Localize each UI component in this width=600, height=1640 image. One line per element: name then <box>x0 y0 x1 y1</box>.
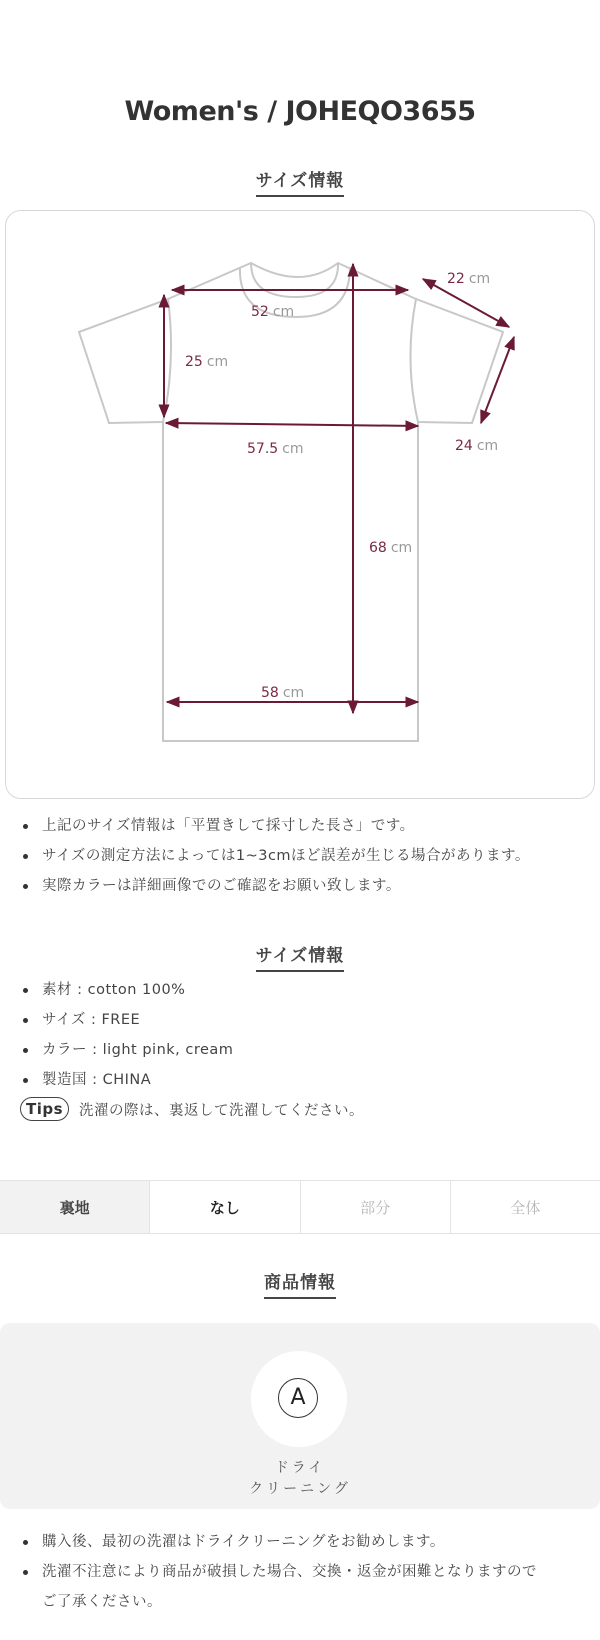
tips-text: 洗濯の際は、裏返して洗濯してください。 <box>79 1102 365 1119</box>
care-panel <box>0 1323 600 1509</box>
list-item: 洗濯不注意により商品が破損した場合、交換・返金が困難となりますので <box>20 1557 537 1587</box>
spec-heading: サイズ情報 <box>0 941 600 972</box>
shoulder-label: 52 cm <box>251 304 295 320</box>
lining-label: 裏地 <box>0 1181 150 1233</box>
dry-clean-icon: A <box>278 1378 318 1418</box>
total-length-label: 68 cm <box>369 540 413 556</box>
list-item: 上記のサイズ情報は「平置きして採寸した長さ」です。 <box>20 811 530 841</box>
tips-badge: Tips <box>20 1097 69 1121</box>
list-item: 素材 : cotton 100% <box>20 975 233 1005</box>
tshirt-diagram <box>6 211 594 798</box>
product-note-continuation: ご了承ください。 <box>42 1594 162 1610</box>
sleeve-length-label: 22 cm <box>447 271 491 287</box>
chest-line <box>166 423 418 426</box>
chest-label: 57.5 cm <box>247 441 304 457</box>
sleeve-opening-label: 24 cm <box>455 438 499 454</box>
list-item: 購入後、最初の洗濯はドライクリーニングをお勧めします。 <box>20 1527 537 1557</box>
lining-option-none: なし <box>150 1181 300 1233</box>
list-item: 実際カラーは詳細画像でのご確認をお願い致します。 <box>20 871 530 901</box>
lining-table <box>0 1180 600 1234</box>
sleeve-length-line <box>423 279 509 327</box>
care-icon-background <box>251 1351 347 1447</box>
size-info-heading: サイズ情報 <box>0 166 600 197</box>
care-label-line1: ドライ <box>274 1460 326 1476</box>
size-notes-list <box>20 811 530 901</box>
list-item: カラー : light pink, cream <box>20 1035 233 1065</box>
lining-option-partial: 部分 <box>301 1181 451 1233</box>
hem-label: 58 cm <box>261 685 305 701</box>
lining-option-full: 全体 <box>510 1198 541 1217</box>
spec-list <box>20 975 233 1095</box>
list-item: 製造国 : CHINA <box>20 1065 233 1095</box>
product-notes-list <box>20 1527 537 1587</box>
page-title: Women's / JOHEQO3655 <box>124 96 476 127</box>
list-item: サイズの測定方法によっては1~3cmほど誤差が生じる場合があります。 <box>20 841 530 871</box>
tshirt-outline <box>79 263 503 741</box>
care-label-line2: クリーニング <box>249 1481 351 1497</box>
size-diagram <box>5 210 595 799</box>
list-item: サイズ : FREE <box>20 1005 233 1035</box>
tips-row <box>20 1097 364 1121</box>
armhole-label: 25 cm <box>185 354 229 370</box>
product-info-heading: 商品情報 <box>0 1268 600 1299</box>
